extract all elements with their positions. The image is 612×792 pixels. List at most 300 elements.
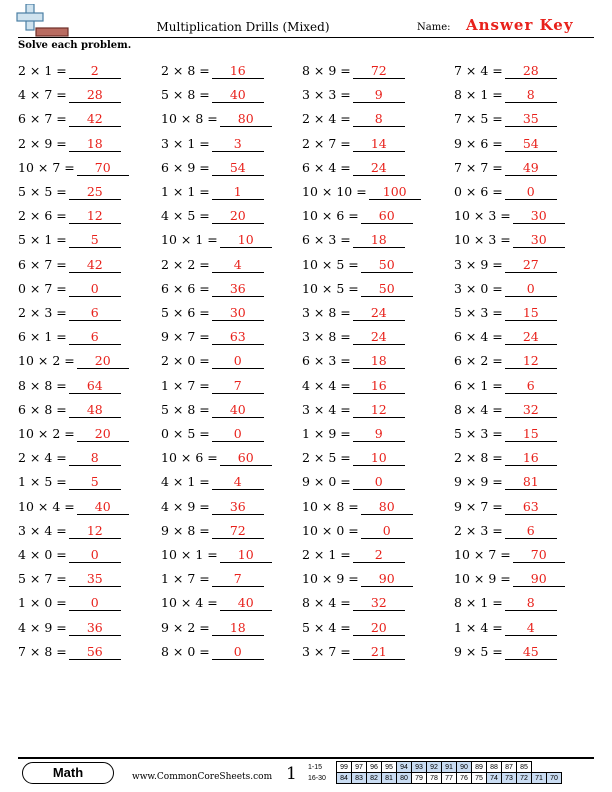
instructions: Solve each problem. [18, 40, 132, 51]
problem-answer: 90 [513, 572, 565, 587]
problem-question: 3 × 9 = [454, 256, 503, 272]
problem-question: 2 × 5 = [302, 450, 351, 466]
problem-answer: 50 [361, 282, 413, 297]
problem-question: 3 × 4 = [18, 522, 67, 538]
problem-question: 6 × 8 = [18, 401, 67, 417]
problem-answer: 42 [69, 258, 121, 273]
worksheet-footer [0, 754, 612, 792]
problem-question: 8 × 4 = [302, 595, 351, 611]
problem-question: 10 × 4 = [161, 595, 218, 611]
problem-answer: 54 [212, 161, 264, 176]
score-cell: 91 [442, 762, 457, 773]
problem-question: 10 × 6 = [161, 450, 218, 466]
problem-question: 7 × 5 = [454, 111, 503, 127]
problem-question: 10 × 7 = [18, 159, 75, 175]
problem-answer: 6 [505, 524, 557, 539]
page-number: 1 [286, 764, 297, 784]
problem-item [18, 329, 121, 353]
problem-question: 10 × 5 = [302, 256, 359, 272]
score-cell: 87 [502, 762, 517, 773]
problem-answer: 3 [212, 137, 264, 152]
problem-question: 8 × 8 = [18, 377, 67, 393]
problem-item [302, 450, 405, 474]
problem-question: 7 × 4 = [454, 63, 503, 78]
problem-answer: 0 [69, 548, 121, 563]
problem-item [302, 160, 405, 184]
problem-item [454, 184, 557, 208]
problem-answer: 5 [69, 233, 121, 248]
problem-question: 8 × 4 = [454, 401, 503, 417]
problem-answer: 80 [220, 112, 272, 127]
problem-question: 10 × 0 = [302, 522, 359, 538]
problem-answer: 16 [505, 451, 557, 466]
problem-question: 0 × 5 = [161, 426, 210, 441]
problem-question: 5 × 8 = [161, 87, 210, 103]
problem-answer: 7 [212, 379, 264, 394]
problem-question: 1 × 1 = [161, 184, 210, 199]
score-cell: 84 [337, 773, 352, 784]
score-cell: 93 [412, 762, 427, 773]
problem-row [18, 208, 594, 232]
problem-answer: 20 [77, 354, 129, 369]
problem-answer: 2 [69, 64, 121, 79]
problem-answer: 81 [505, 475, 557, 490]
problem-answer: 49 [505, 161, 557, 176]
problem-item [454, 257, 557, 281]
problem-answer: 70 [77, 161, 129, 176]
score-cell: 75 [472, 773, 487, 784]
problem-answer: 4 [505, 621, 557, 636]
problem-question: 10 × 1 = [161, 547, 218, 562]
score-cell: 76 [457, 773, 472, 784]
problem-item [18, 426, 129, 450]
problem-question: 10 × 6 = [302, 208, 359, 224]
score-cell: 82 [367, 773, 382, 784]
problem-item [161, 136, 264, 160]
problem-question: 10 × 3 = [454, 232, 511, 248]
problem-item [18, 595, 121, 619]
problem-answer: 9 [353, 427, 405, 442]
problem-item [302, 136, 405, 160]
problem-item [302, 184, 421, 208]
problem-answer: 40 [77, 500, 129, 515]
problem-answer: 24 [353, 306, 405, 321]
problem-question: 5 × 7 = [18, 571, 67, 587]
problem-question: 2 × 4 = [302, 111, 351, 127]
problem-item [302, 232, 405, 256]
problem-question: 10 × 1 = [161, 232, 218, 248]
problem-question: 7 × 7 = [454, 159, 503, 175]
problem-row [18, 547, 594, 571]
problem-answer: 8 [353, 112, 405, 127]
problem-question: 2 × 7 = [302, 135, 351, 151]
problem-item [161, 402, 264, 426]
problem-row [18, 378, 594, 402]
problem-answer: 27 [505, 258, 557, 273]
problem-item [161, 353, 264, 377]
problem-item [18, 499, 129, 523]
problem-question: 10 × 2 = [18, 353, 75, 369]
problem-item [161, 87, 264, 111]
problem-question: 4 × 1 = [161, 474, 210, 490]
problem-item [454, 63, 557, 87]
website-label: www.CommonCoreSheets.com [132, 772, 273, 782]
score-cell: 73 [502, 773, 517, 784]
problem-item [454, 208, 565, 232]
problem-item [302, 63, 405, 87]
score-cell: 88 [487, 762, 502, 773]
problem-answer: 45 [505, 645, 557, 660]
problem-item [302, 329, 405, 353]
problem-item [302, 402, 405, 426]
score-cell: 72 [517, 773, 532, 784]
problem-question: 5 × 6 = [161, 305, 210, 320]
problem-question: 4 × 9 = [161, 498, 210, 514]
problem-question: 2 × 4 = [18, 450, 67, 466]
problem-question: 9 × 6 = [454, 135, 503, 151]
problem-item [302, 474, 405, 498]
problem-answer: 36 [69, 621, 121, 636]
problem-item [302, 281, 413, 305]
problem-question: 1 × 4 = [454, 619, 503, 635]
problem-question: 4 × 5 = [161, 208, 210, 224]
problem-answer: 25 [69, 185, 121, 200]
problem-item [454, 329, 557, 353]
problem-item [302, 353, 405, 377]
problem-item [161, 571, 264, 595]
problem-item [302, 426, 405, 450]
problem-question: 6 × 7 = [18, 111, 67, 127]
problem-item [454, 571, 565, 595]
problem-question: 8 × 1 = [454, 595, 503, 611]
problem-answer: 18 [212, 621, 264, 636]
problem-answer: 32 [353, 596, 405, 611]
problem-row [18, 499, 594, 523]
problem-question: 2 × 8 = [454, 450, 503, 466]
problem-item [302, 499, 413, 523]
problem-question: 10 × 3 = [454, 208, 511, 224]
problem-question: 6 × 6 = [161, 280, 210, 296]
problem-question: 10 × 4 = [18, 498, 75, 514]
problem-question: 10 × 9 = [454, 571, 511, 587]
score-cell: 85 [517, 762, 532, 773]
score-cell: 92 [427, 762, 442, 773]
problem-answer: 12 [69, 209, 121, 224]
problem-answer: 0 [69, 596, 121, 611]
problem-question: 5 × 4 = [302, 619, 351, 635]
problem-item [161, 499, 264, 523]
problem-row [18, 305, 594, 329]
problem-answer: 80 [361, 500, 413, 515]
problem-answer: 35 [69, 572, 121, 587]
problem-question: 1 × 0 = [18, 595, 67, 611]
problem-question: 10 × 8 = [161, 111, 218, 127]
score-cell: 89 [472, 762, 487, 773]
score-cell: 94 [397, 762, 412, 773]
problem-question: 8 × 9 = [302, 63, 351, 78]
problem-item [161, 305, 264, 329]
problem-item [161, 281, 264, 305]
problem-question: 6 × 1 = [454, 377, 503, 393]
problem-question: 9 × 7 = [161, 329, 210, 345]
problem-question: 7 × 8 = [18, 643, 67, 659]
problem-item [454, 523, 557, 547]
problem-answer: 60 [361, 209, 413, 224]
problem-question: 3 × 1 = [161, 135, 210, 151]
problem-item [18, 474, 121, 498]
problem-question: 6 × 4 = [454, 329, 503, 345]
problem-answer: 100 [369, 185, 421, 200]
problem-row [18, 329, 594, 353]
problem-item [454, 232, 565, 256]
score-cell: 80 [397, 773, 412, 784]
problem-question: 6 × 3 = [302, 232, 351, 248]
problem-question: 2 × 8 = [161, 63, 210, 78]
problem-item [454, 644, 557, 668]
problem-question: 5 × 3 = [454, 426, 503, 441]
problem-item [454, 450, 557, 474]
problem-item [18, 63, 121, 87]
worksheet-title: Multiplication Drills (Mixed) [156, 20, 330, 34]
problem-answer: 0 [361, 524, 413, 539]
problem-item [18, 644, 121, 668]
problem-question: 6 × 2 = [454, 353, 503, 369]
problem-item [302, 644, 405, 668]
problem-answer: 12 [69, 524, 121, 539]
problem-answer: 12 [505, 354, 557, 369]
problem-item [18, 257, 121, 281]
problem-item [161, 160, 264, 184]
problem-question: 3 × 8 = [302, 329, 351, 345]
problem-item [161, 111, 272, 135]
problem-row [18, 426, 594, 450]
problem-question: 6 × 1 = [18, 329, 67, 345]
problem-answer: 15 [505, 427, 557, 442]
problem-row [18, 184, 594, 208]
problem-answer: 24 [353, 330, 405, 345]
problem-item [161, 378, 264, 402]
problem-answer: 6 [69, 330, 121, 345]
problem-answer: 40 [220, 596, 272, 611]
problem-question: 4 × 0 = [18, 547, 67, 562]
problem-question: 4 × 9 = [18, 619, 67, 635]
problem-item [161, 426, 264, 450]
problem-row [18, 257, 594, 281]
problem-answer: 16 [353, 379, 405, 394]
problem-answer: 15 [505, 306, 557, 321]
problem-row [18, 523, 594, 547]
footer-divider [18, 757, 594, 759]
problem-question: 6 × 4 = [302, 159, 351, 175]
problem-answer: 42 [69, 112, 121, 127]
problem-question: 10 × 8 = [302, 498, 359, 514]
score-row [308, 773, 562, 784]
problem-item [18, 353, 129, 377]
problem-question: 6 × 9 = [161, 159, 210, 175]
problem-question: 9 × 7 = [454, 498, 503, 514]
problem-item [18, 136, 121, 160]
problem-answer: 8 [69, 451, 121, 466]
problem-row [18, 281, 594, 305]
problem-answer: 32 [505, 403, 557, 418]
problem-answer: 50 [361, 258, 413, 273]
problem-row [18, 571, 594, 595]
problem-question: 8 × 1 = [454, 87, 503, 103]
problem-answer: 21 [353, 645, 405, 660]
problem-answer: 7 [212, 572, 264, 587]
problem-item [454, 474, 557, 498]
problem-item [302, 378, 405, 402]
problem-row [18, 474, 594, 498]
score-cell: 97 [352, 762, 367, 773]
problem-item [302, 547, 405, 571]
answer-key-label: Answer Key [466, 16, 574, 34]
problem-item [18, 208, 121, 232]
problem-item [454, 87, 557, 111]
problem-answer: 14 [353, 137, 405, 152]
problem-item [18, 523, 121, 547]
score-row [308, 762, 562, 773]
problem-question: 2 × 2 = [161, 256, 210, 272]
score-cell: 77 [442, 773, 457, 784]
problem-item [161, 595, 272, 619]
problem-question: 8 × 0 = [161, 643, 210, 659]
problem-item [454, 499, 557, 523]
problem-item [161, 208, 264, 232]
problem-question: 9 × 2 = [161, 619, 210, 635]
problem-answer: 20 [353, 621, 405, 636]
problem-answer: 24 [353, 161, 405, 176]
problem-answer: 28 [505, 64, 557, 79]
problem-question: 2 × 0 = [161, 353, 210, 369]
problem-question: 9 × 0 = [302, 474, 351, 490]
problem-item [18, 378, 121, 402]
problem-item [302, 620, 405, 644]
problem-question: 9 × 8 = [161, 522, 210, 538]
problem-answer: 30 [513, 209, 565, 224]
problem-item [18, 402, 121, 426]
problem-answer: 70 [513, 548, 565, 563]
problem-answer: 24 [505, 330, 557, 345]
problem-answer: 10 [353, 451, 405, 466]
problem-answer: 6 [69, 306, 121, 321]
problem-answer: 16 [212, 64, 264, 79]
problem-question: 3 × 0 = [454, 280, 503, 296]
problem-question: 1 × 7 = [161, 377, 210, 393]
problem-row [18, 353, 594, 377]
problem-answer: 60 [220, 451, 272, 466]
problem-question: 3 × 7 = [302, 643, 351, 659]
score-cell: 90 [457, 762, 472, 773]
problem-question: 5 × 1 = [18, 232, 67, 248]
problem-question: 10 × 5 = [302, 280, 359, 296]
problem-item [18, 232, 121, 256]
problem-answer: 8 [505, 596, 557, 611]
problem-item [161, 232, 272, 256]
problem-item [161, 329, 264, 353]
problem-answer: 0 [353, 475, 405, 490]
problem-item [302, 595, 405, 619]
problem-item [454, 620, 557, 644]
problem-item [454, 378, 557, 402]
problem-item [161, 620, 264, 644]
problem-answer: 4 [212, 258, 264, 273]
problem-item [454, 281, 557, 305]
problem-row [18, 136, 594, 160]
problem-row [18, 620, 594, 644]
problem-question: 3 × 4 = [302, 401, 351, 417]
problem-row [18, 160, 594, 184]
problem-answer: 56 [69, 645, 121, 660]
problem-answer: 20 [212, 209, 264, 224]
problem-item [161, 547, 272, 571]
problem-item [454, 160, 557, 184]
problem-item [302, 257, 413, 281]
problem-answer: 36 [212, 282, 264, 297]
problem-question: 2 × 1 = [18, 63, 67, 78]
problem-item [161, 257, 264, 281]
problem-item [161, 644, 264, 668]
problem-answer: 40 [212, 88, 264, 103]
problem-answer: 1 [212, 185, 264, 200]
problem-answer: 10 [220, 233, 272, 248]
problem-answer: 18 [353, 233, 405, 248]
problem-question: 3 × 8 = [302, 305, 351, 320]
problem-answer: 12 [353, 403, 405, 418]
problem-item [302, 87, 405, 111]
problem-item [161, 63, 264, 87]
problem-question: 0 × 7 = [18, 280, 67, 296]
problem-question: 1 × 7 = [161, 571, 210, 587]
problem-question: 1 × 5 = [18, 474, 67, 490]
problem-question: 6 × 3 = [302, 353, 351, 369]
problem-item [161, 184, 264, 208]
problem-question: 10 × 9 = [302, 571, 359, 587]
problem-item [18, 450, 121, 474]
problem-item [18, 305, 121, 329]
problem-question: 0 × 6 = [454, 184, 503, 199]
problem-row [18, 450, 594, 474]
problem-answer: 64 [69, 379, 121, 394]
problem-row [18, 63, 594, 87]
problem-question: 9 × 9 = [454, 474, 503, 490]
problem-item [18, 111, 121, 135]
problem-item [302, 571, 413, 595]
problem-question: 10 × 10 = [302, 184, 367, 199]
problem-question: 5 × 8 = [161, 401, 210, 417]
name-label: Name: [417, 22, 451, 33]
problem-row [18, 87, 594, 111]
problem-item [454, 547, 565, 571]
problem-answer: 2 [353, 548, 405, 563]
problem-question: 10 × 7 = [454, 547, 511, 562]
problem-question: 2 × 9 = [18, 135, 67, 151]
problem-question: 5 × 5 = [18, 184, 67, 199]
problem-answer: 0 [505, 282, 557, 297]
problem-answer: 48 [69, 403, 121, 418]
problem-answer: 35 [505, 112, 557, 127]
problem-item [18, 184, 121, 208]
problem-answer: 72 [353, 64, 405, 79]
problem-row [18, 232, 594, 256]
problem-answer: 63 [505, 500, 557, 515]
score-cell: 78 [427, 773, 442, 784]
score-cell: 96 [367, 762, 382, 773]
problem-answer: 18 [353, 354, 405, 369]
score-cell: 95 [382, 762, 397, 773]
problem-answer: 0 [505, 185, 557, 200]
problem-answer: 90 [361, 572, 413, 587]
